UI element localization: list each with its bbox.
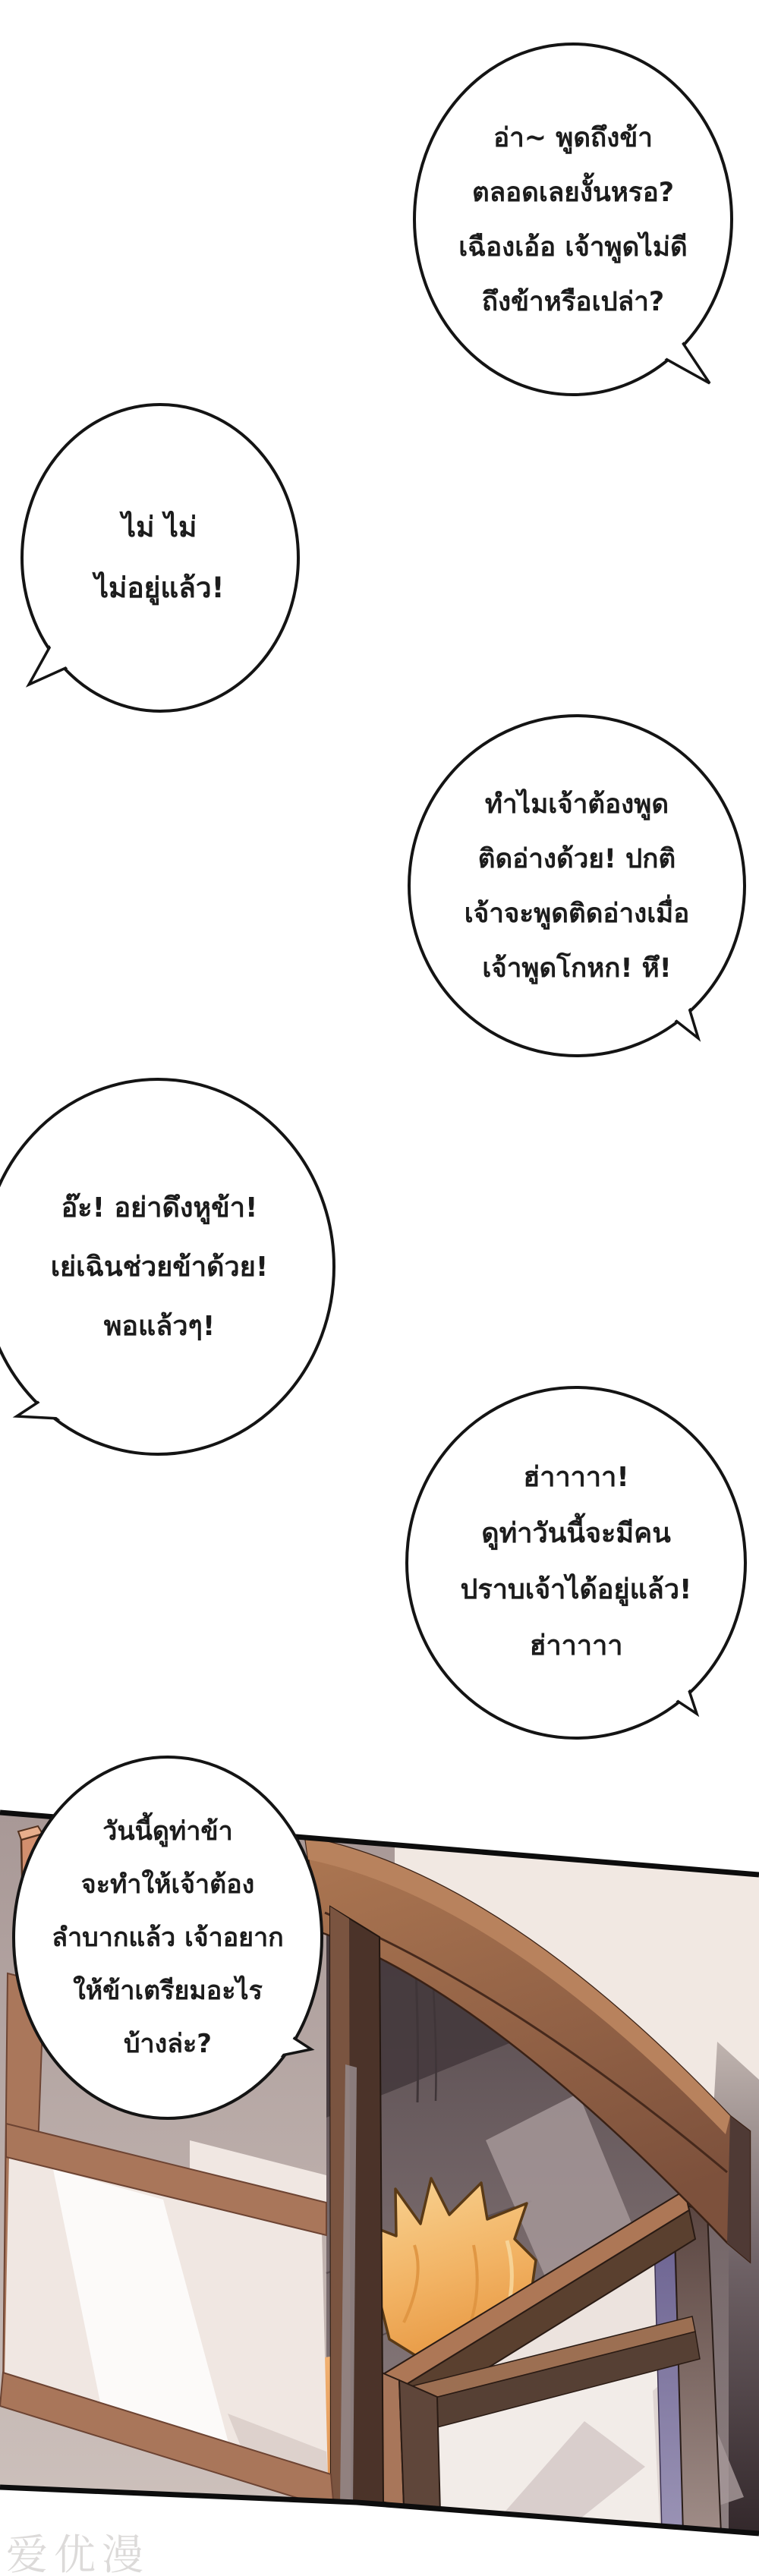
bubble-5-line: ดูท่าวันนี้จะมีคน — [481, 1518, 671, 1549]
speech-bubble-3 — [409, 716, 745, 1056]
bubble-6-line: ให้ข้าเตรียมอะไร — [73, 1975, 263, 2006]
speech-bubble-5 — [407, 1387, 745, 1738]
bubble-1-line: ถึงข้าหรือเปล่า? — [481, 287, 665, 317]
watermark: 爱优漫 — [6, 2530, 150, 2576]
bubble-5-line: ฮ่าาาาา! — [523, 1462, 629, 1493]
roof-beam-end-face — [727, 2116, 750, 2262]
bubble-6-line: บ้างล่ะ? — [123, 2028, 213, 2059]
speech-bubble-4 — [0, 1079, 334, 1454]
bubble-2-line: ไม่ ไม่ — [121, 511, 197, 543]
bubble-6-line: จะทำให้เจ้าต้อง — [80, 1869, 255, 1900]
bubble-6-line: วันนี้ดูท่าข้า — [102, 1815, 233, 1847]
bubble-1-line: ตลอดเลยงั้นหรอ? — [471, 178, 675, 208]
right-window-left-stile-face — [399, 2380, 440, 2514]
bubble-2-line: ไม่อยู่แล้ว! — [94, 572, 225, 604]
bubble-3-line: ทำไมเจ้าต้องพูด — [484, 789, 669, 820]
bubble-5-line: ฮ่าาาาา — [529, 1630, 623, 1661]
bubble-3-line: ติดอ่างด้วย! ปกติ — [477, 843, 676, 874]
bubble-5-line: ปราบเจ้าได้อยู่แล้ว! — [460, 1574, 692, 1605]
bubble-1-line: อ่า~ พูดถึงข้า — [493, 123, 653, 153]
bubble-4-line: อ๊ะ! อย่าดึงหูข้า! — [61, 1192, 258, 1223]
bubble-4-line: เย่เฉินช่วยข้าด้วย! — [50, 1251, 269, 1283]
speech-bubble-6 — [14, 1757, 322, 2118]
bubble-4-line: พอแล้วๆ! — [103, 1310, 216, 1342]
speech-bubble-1 — [414, 44, 732, 395]
bubble-6-line: ลำบากแล้ว เจ้าอยาก — [52, 1922, 284, 1953]
bubble-3-line: เจ้าจะพูดติดอ่างเมื่อ — [464, 898, 690, 929]
speech-bubble-2 — [22, 405, 298, 711]
bubble-1-line: เฉืองเอ้อ เจ้าพูดไม่ดี — [458, 232, 688, 263]
bubble-3-line: เจ้าพูดโกหก! หึ! — [482, 953, 672, 984]
